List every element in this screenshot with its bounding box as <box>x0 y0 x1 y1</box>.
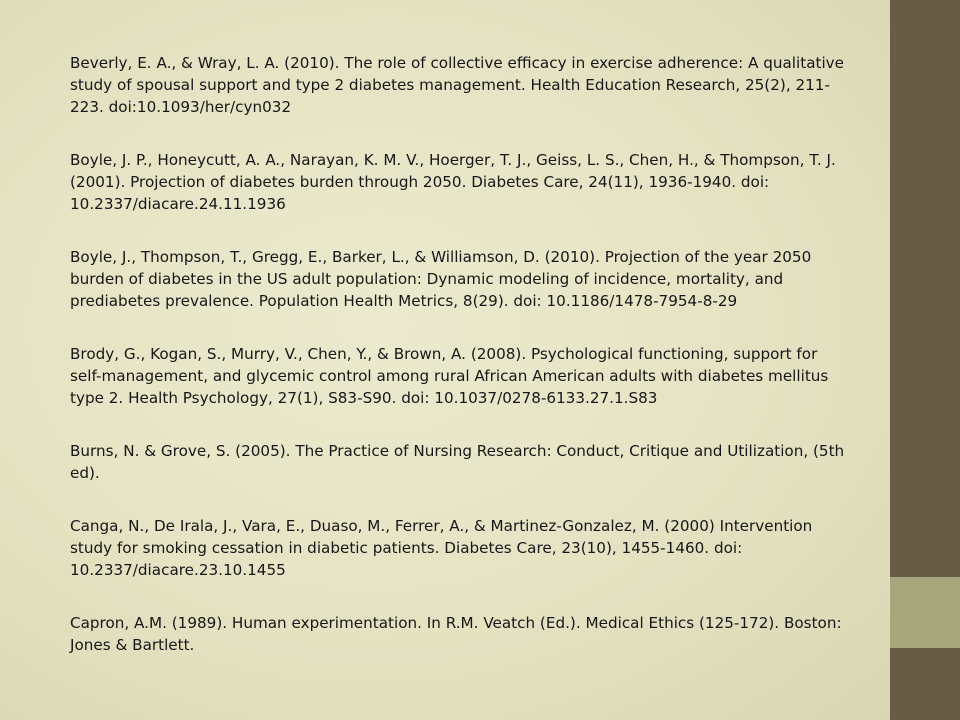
reference-item: Brody, G., Kogan, S., Murry, V., Chen, Y., & Brown, A. (2008). Psychological functioning, support for self-management, and glycemic control among rural African American adults with diabetes mellitus type 2. Health Psychology, 27(1), S83-S90. doi: 10.1037/0278-6133.27.1.S83 <box>70 345 829 407</box>
reference-item: Capron, A.M. (1989). Human experimentation. In R.M. Veatch (Ed.). Medical Ethics (125-172). Boston: Jones & Bartlett. <box>70 614 842 654</box>
reference-list <box>70 52 850 687</box>
reference-item: Canga, N., De Irala, J., Vara, E., Duaso, M., Ferrer, A., & Martinez-Gonzalez, M. (2000) Intervention study for smoking cessation in diabetic patients. Diabetes Care, 23(10), 1455-1460. doi: 10.2337/diacare.23.10.1455 <box>70 517 813 579</box>
reference-item: Beverly, E. A., & Wray, L. A. (2010). The role of collective efficacy in exercise adherence: A qualitative study of spousal support and type 2 diabetes management. Health Education Research, 25(2), 211-223. doi:10.1093/her/cyn032 <box>70 54 845 116</box>
reference-item: Boyle, J. P., Honeycutt, A. A., Narayan, K. M. V., Hoerger, T. J., Geiss, L. S., Chen, H., & Thompson, T. J. (2001). Projection of diabetes burden through 2050. Diabetes Care, 24(11), 1936-1940. doi: 10.2337/diacare.24.11.1936 <box>70 151 836 213</box>
reference-item: Boyle, J., Thompson, T., Gregg, E., Barker, L., & Williamson, D. (2010). Projection of the year 2050 burden of diabetes in the US adult population: Dynamic modeling of incidence, mortality, and prediabetes prevalence. Population Health Metrics, 8(29). doi: 10.1186/1478-7954-8-29 <box>70 248 812 310</box>
decorative-side-accent <box>890 577 960 648</box>
reference-item: Burns, N. & Grove, S. (2005). The Practice of Nursing Research: Conduct, Critique and Utilization, (5th ed). <box>70 442 845 482</box>
